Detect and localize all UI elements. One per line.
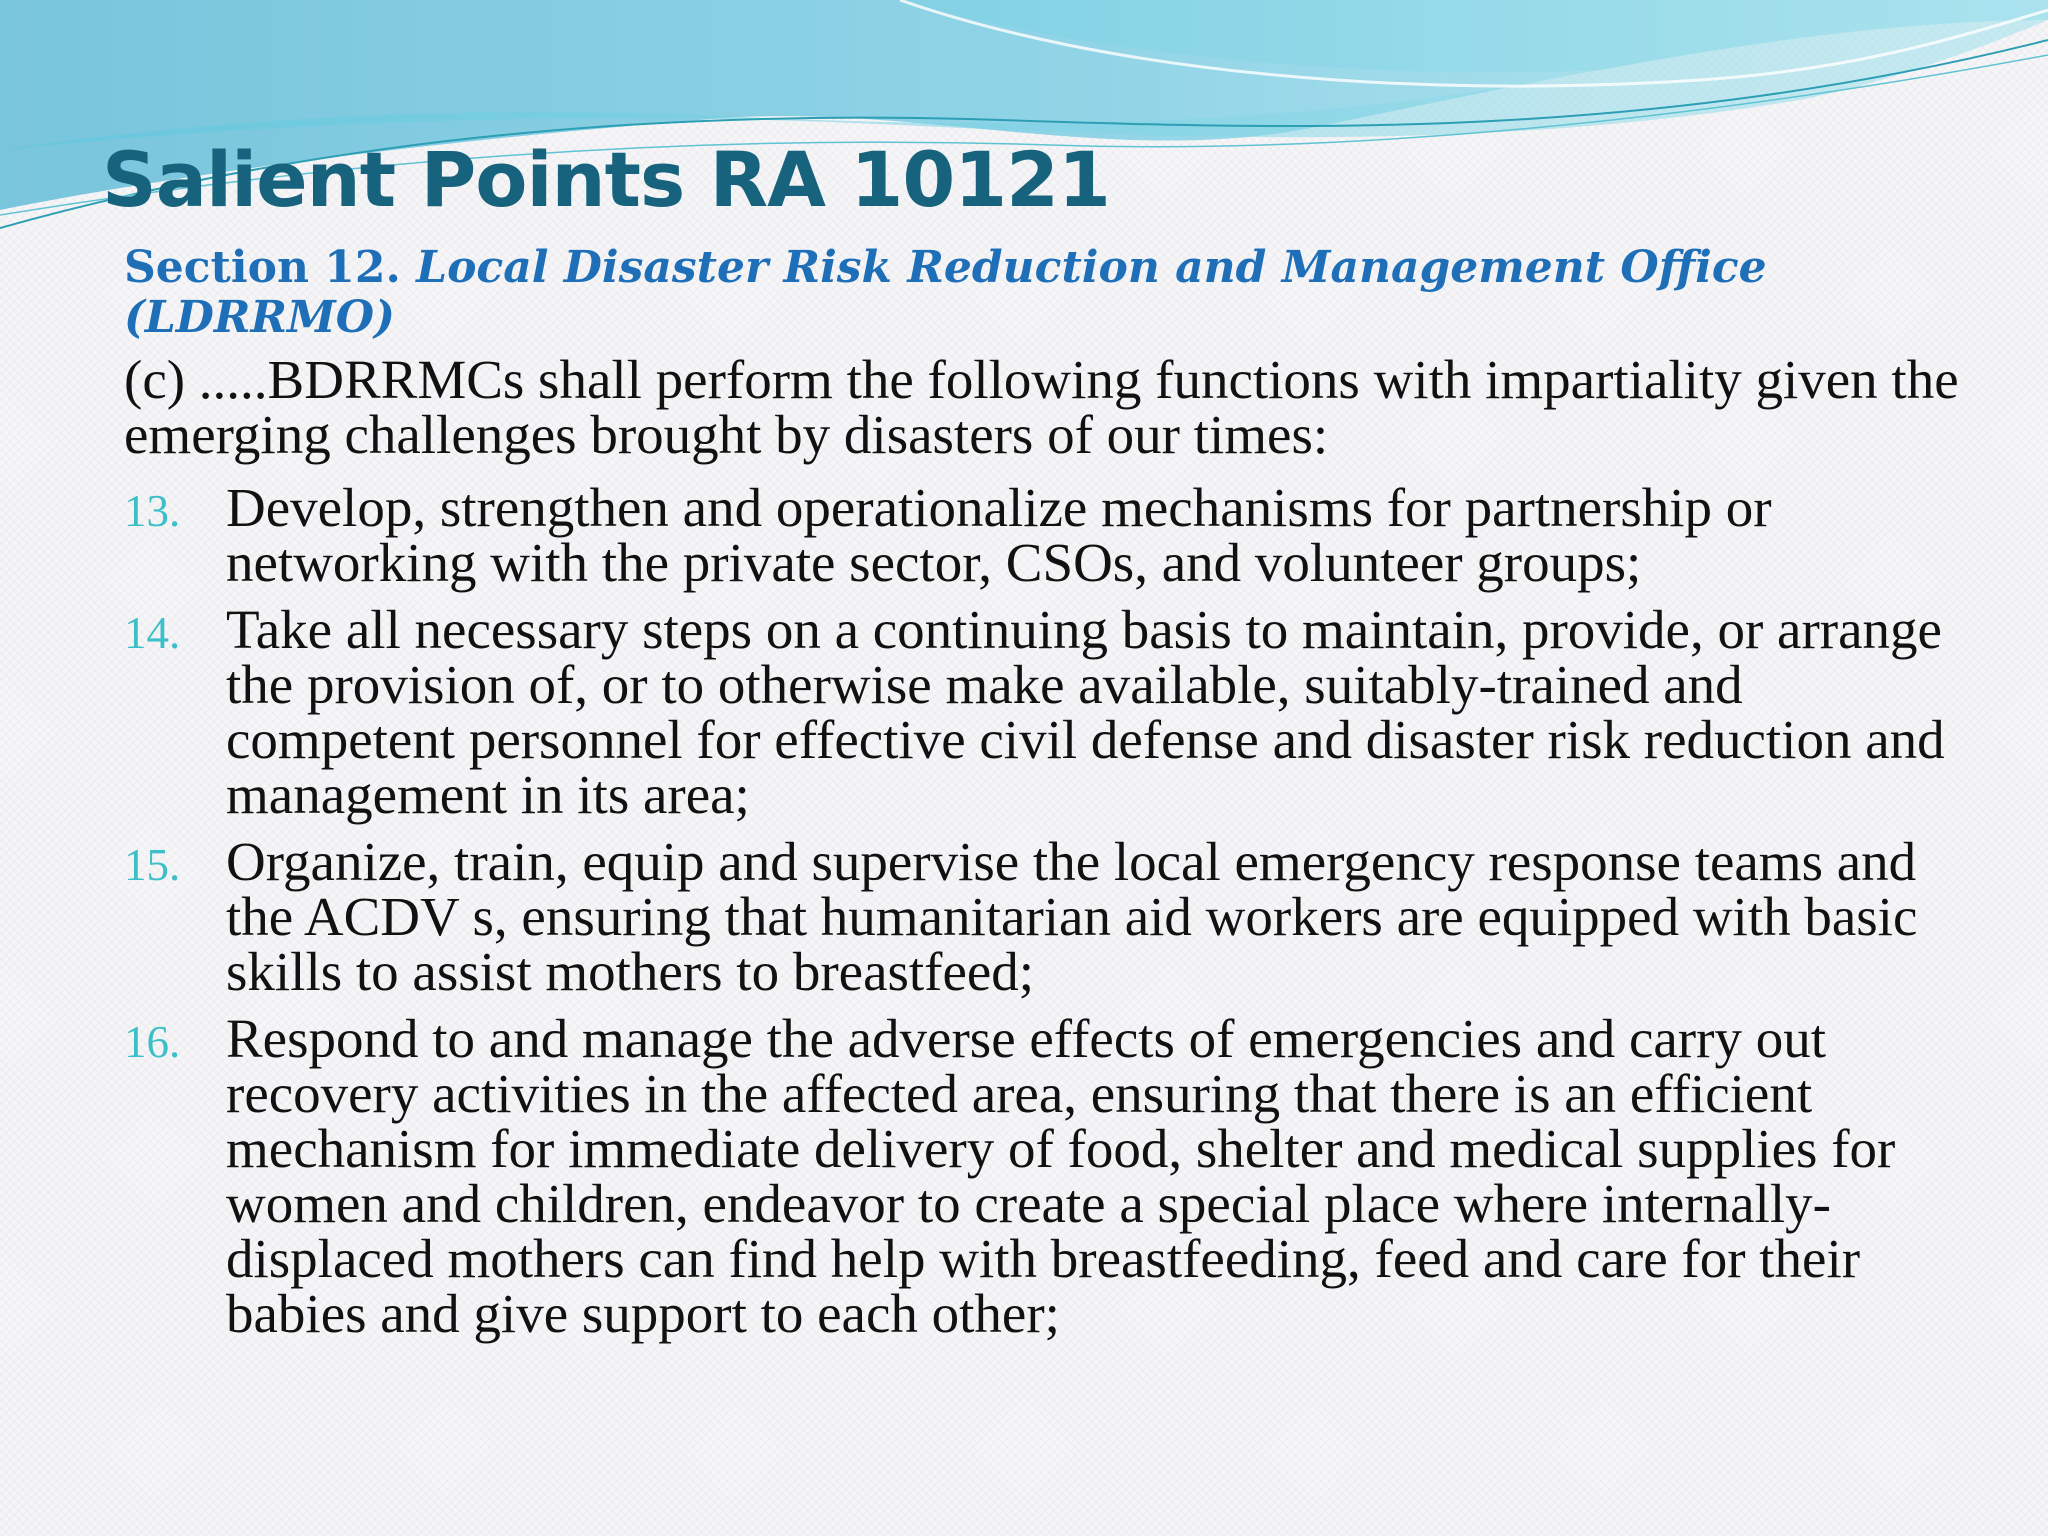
list-item-number: 16. <box>124 1017 181 1067</box>
list-item <box>124 599 1984 825</box>
list-item-number: 15. <box>124 840 181 890</box>
list-item-text: Organize, train, equip and supervise the local emergency response teams and the ACDV s, ensuring that humanitarian aid workers are equipped with basic skills to assist mothers to breastfeed; <box>226 831 1918 1002</box>
list-item <box>124 1008 1984 1344</box>
intro-paragraph: (c) .....BDRRMCs shall perform the following functions with impartiality given the emerging challenges brought by disasters of our times: <box>124 349 1959 465</box>
list-item <box>124 477 1984 593</box>
slide-title: Salient Points RA 10121 <box>102 135 1110 224</box>
list-item-text: Develop, strengthen and operationalize mechanisms for partnership or networking with the private sector, CSOs, and volunteer groups; <box>226 477 1772 593</box>
section-title: Local Disaster Risk Reduction and Management Office (LDRRMO) <box>124 242 1767 343</box>
section-label: Section 12. <box>124 242 401 293</box>
list-item-number: 14. <box>124 608 181 658</box>
section-heading <box>124 243 1964 343</box>
list-item <box>124 831 1984 1002</box>
list-item-number: 13. <box>124 486 181 536</box>
function-list <box>124 477 1984 1344</box>
list-item-text: Respond to and manage the adverse effects of emergencies and carry out recovery activities in the affected area, ensuring that there is an efficient mechanism for immediate delivery of food, shelter and medical supplies for women and children, endeavor to create a special place where internally-displaced mothers can find help with breastfeeding, feed and care for their babies and give support to each other; <box>226 1008 1896 1344</box>
list-item-text: Take all necessary steps on a continuing basis to maintain, provide, or arrange the provision of, or to otherwise make available, suitably-trained and competent personnel for effective civil defense and disaster risk reduction and management in its area; <box>226 599 1945 825</box>
